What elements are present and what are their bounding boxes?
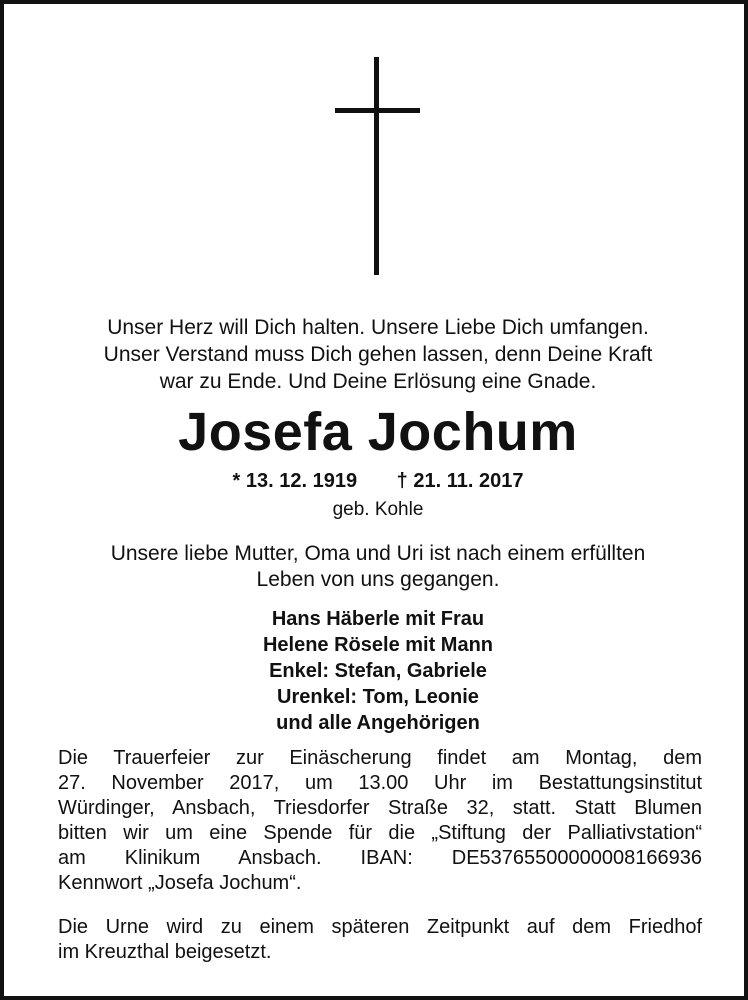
mourners-list (34, 606, 722, 736)
mourner-line: Enkel: Stefan, Gabriele (269, 660, 487, 682)
mourner-line: Helene Rösele mit Mann (262, 634, 494, 656)
mourner-line: Hans Häberle mit Frau (271, 608, 485, 630)
mourner-line: Urenkel: Tom, Leonie (277, 686, 479, 708)
funeral-line: am Klinikum Ansbach. IBAN: DE53765500000008166936 (58, 847, 702, 869)
funeral-line: bitten wir um eine Spende für die „Stiftung der Palliativstation“ (58, 822, 702, 844)
maiden-name: geb. Kohle (332, 499, 424, 520)
message-line: Leben von uns gegangen. (256, 568, 500, 591)
verse-line: Unser Herz will Dich halten. Unsere Liebe Dich umfangen. (107, 316, 649, 339)
funeral-line: Kennwort „Josefa Jochum“. (58, 872, 302, 894)
verse-line: Unser Verstand muss Dich gehen lassen, denn Deine Kraft (103, 343, 653, 366)
funeral-line: Würdinger, Ansbach, Triesdorfer Straße 32, statt. Statt Blumen (58, 797, 702, 819)
life-dates (34, 468, 722, 494)
message-line: Unsere liebe Mutter, Oma und Uri ist nach einem erfüllten (110, 542, 646, 565)
passing-message (34, 541, 722, 593)
deceased-name: Josefa Jochum (178, 402, 578, 462)
urn-line: Die Urne wird zu einem späteren Zeitpunkt auf dem Friedhof (58, 916, 702, 938)
death-date: † 21. 11. 2017 (396, 470, 524, 492)
memorial-verse (34, 314, 722, 395)
funeral-notice (58, 746, 702, 896)
funeral-line: 27. November 2017, um 13.00 Uhr im Bestattungsinstitut (58, 772, 702, 794)
verse-line: war zu Ende. Und Deine Erlösung eine Gnade. (159, 370, 597, 393)
birth-date: * 13. 12. 1919 (232, 470, 358, 492)
urn-notice (58, 915, 702, 965)
mourner-line: und alle Angehörigen (276, 712, 480, 734)
funeral-line: Die Trauerfeier zur Einäscherung findet am Montag, dem (58, 747, 702, 769)
urn-line: im Kreuzthal beigesetzt. (58, 941, 272, 963)
